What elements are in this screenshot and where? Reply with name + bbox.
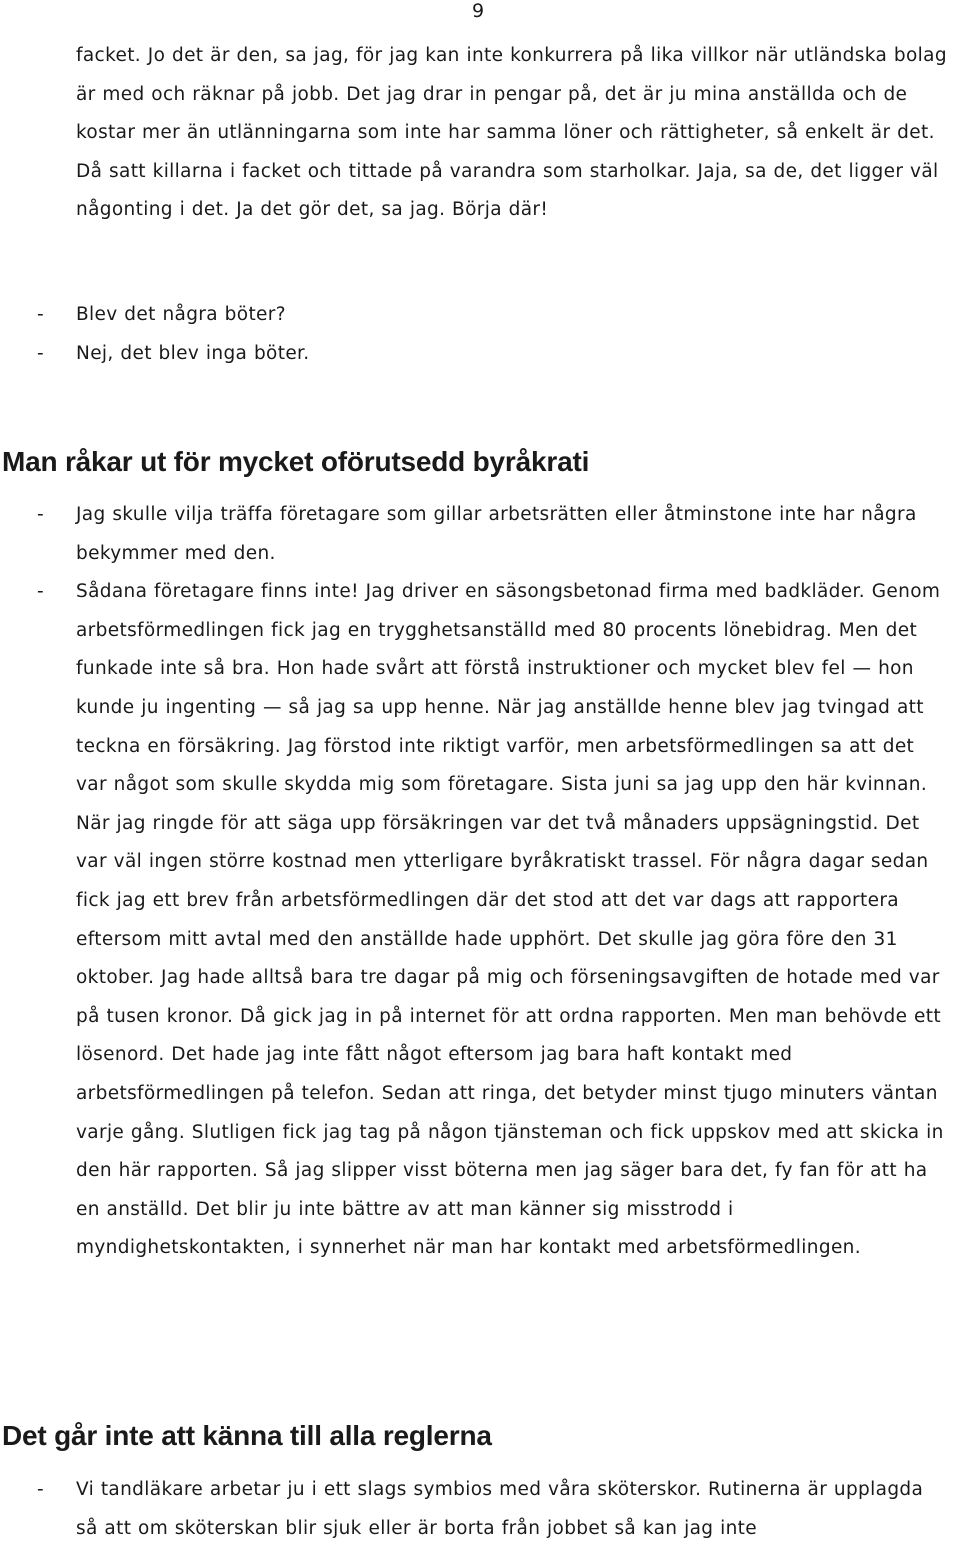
dialogue-text: Sådana företagare finns inte! Jag driver en säsongsbetonad firma med badkläder. Genom arbetsförmedlingen fick jag en trygghetsanställd med 80 procents lönebidrag. Men det funkade inte så bra. Hon hade svårt att förstå instruktioner och mycket blev fel — hon kunde ju ingenting — så jag sa upp henne. När jag anställde henne blev jag tvingad att teckna en försäkring. Jag förstod inte riktigt varför, men arbetsförmedlingen sa att det var något som skulle skydda mig som företagare. Sista juni sa jag upp den här kvinnan. När jag ringde för att säga upp försäkringen var det två månaders uppsägningstid. Det var väl ingen större kostnad men ytterligare byråkratiskt trassel. För några dagar sedan fick jag ett brev från arbetsförmedlingen där det stod att det var dags att rapportera eftersom mitt avtal med den anställde hade upphört. Det skulle jag göra före den 31 oktober. Jag hade alltså bara tre dagar på mig och förseningsavgiften de hotade med var på tusen kronor. Då gick jag in på internet för att ordna rapporten. Men man behövde ett lösenord. Det hade jag inte fått något eftersom jag bara haft kontakt med arbetsförmedlingen på telefon. Sedan att ringa, det betyder minst tjugo minuters väntan varje gång. Slutligen fick jag tag på någon tjänsteman och fick uppskov med att skicka in den här rapporten. Så jag slipper visst böterna men jag säger bara det, fy fan för att ha en anställd. Det blir ju inte bättre av att man känner sig misstrodd i myndighetskontakten, i synnerhet när man har kontakt med arbetsförmedlingen. (76, 581, 944, 1259)
section-bureaucracy (0, 444, 960, 480)
section-heading: Man råkar ut för mycket oförutsedd byråkrati (2, 446, 590, 477)
dash-marker: - (37, 342, 45, 364)
dialogue-text: Nej, det blev inga böter. (76, 342, 310, 364)
section-rules-body (0, 1471, 960, 1548)
top-paragraph (0, 37, 960, 230)
dialogue-list (0, 296, 960, 373)
dialogue-line (0, 335, 960, 374)
dialogue-line (0, 1471, 960, 1548)
section-rules (0, 1418, 960, 1454)
dialogue-text: Blev det några böter? (76, 304, 286, 325)
dialogue-line (0, 296, 960, 335)
section-bureaucracy-body (0, 496, 960, 1268)
page-number: 9 (472, 0, 485, 22)
dash-marker: - (37, 1479, 45, 1500)
dialogue-text: Vi tandläkare arbetar ju i ett slags symbios med våra sköterskor. Rutinerna är upplagda så att om sköterskan blir sjuk eller är borta från jobbet så kan jag inte (76, 1479, 924, 1539)
dialogue-text: Jag skulle vilja träffa företagare som gillar arbetsrätten eller åtminstone inte har några bekymmer med den. (76, 504, 917, 564)
paragraph-text: facket. Jo det är den, sa jag, för jag kan inte konkurrera på lika villkor när utländska bolag är med och räknar på jobb. Det jag drar in pengar på, det är ju mina anställda och de kostar mer än utlänningarna som inte har samma löner och rättigheter, så enkelt är det. Då satt killarna i facket och tittade på varandra som starholkar. Jaja, sa de, det ligger väl någonting i det. Ja det gör det, sa jag. Börja där! (76, 45, 947, 221)
dialogue-line (0, 573, 960, 1268)
section-heading: Det går inte att känna till alla reglerna (2, 1420, 492, 1451)
dash-marker: - (37, 504, 45, 525)
dash-marker: - (37, 304, 45, 325)
dash-marker: - (37, 581, 45, 603)
dialogue-line (0, 496, 960, 573)
